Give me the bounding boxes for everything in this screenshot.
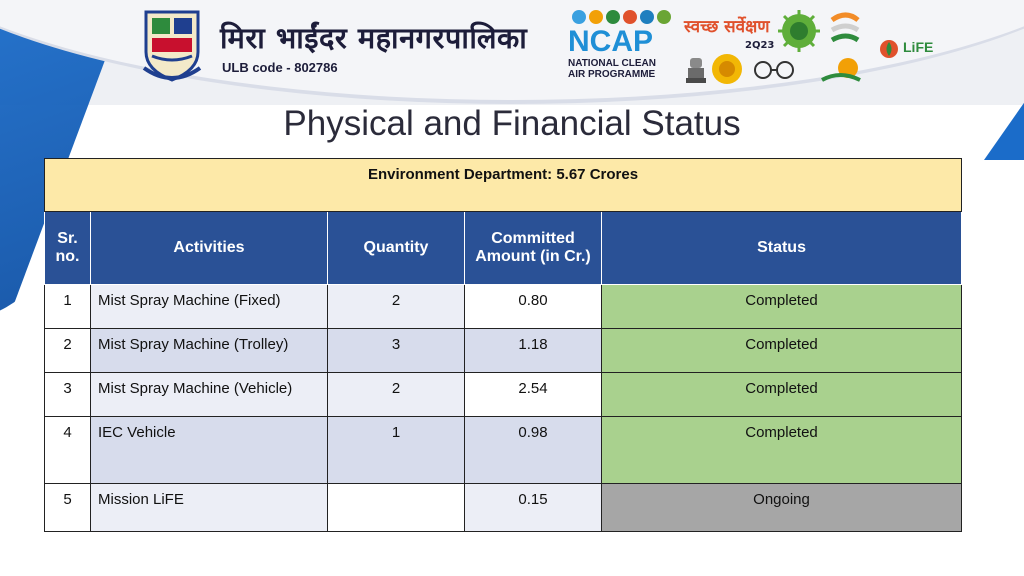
national-emblem-icon: [684, 56, 708, 86]
cell-sr: 4: [45, 417, 91, 484]
cell-amount: 0.98: [465, 417, 602, 484]
cell-sr: 2: [45, 329, 91, 373]
cell-amount: 0.15: [465, 484, 602, 532]
cell-sr: 3: [45, 373, 91, 417]
column-header-activities: Activities: [91, 212, 328, 285]
table-row: [45, 373, 962, 417]
cell-activity: Mission LiFE: [91, 484, 328, 532]
cell-amount: 0.80: [465, 285, 602, 329]
table-row: [45, 417, 962, 484]
organization-title: मिरा भाईंदर महानगरपालिका: [220, 21, 528, 55]
cell-activity: Mist Spray Machine (Trolley): [91, 329, 328, 373]
page-title: Physical and Financial Status: [283, 104, 741, 143]
table-row: [45, 484, 962, 532]
table-caption: Environment Department: 5.67 Crores: [45, 159, 962, 212]
ncap-subtitle-1: NATIONAL CLEAN: [568, 58, 656, 69]
life-leaf-icon: [878, 38, 900, 60]
ncap-subtitle-2: AIR PROGRAMME: [568, 69, 656, 80]
corporation-emblem-icon: [140, 8, 204, 84]
cell-quantity: 2: [328, 285, 465, 329]
mazhi-vasundhara-logo-icon: [818, 56, 864, 86]
column-header-quantity: Quantity: [328, 212, 465, 285]
cell-activity: Mist Spray Machine (Fixed): [91, 285, 328, 329]
cell-quantity: 1: [328, 417, 465, 484]
cell-activity: IEC Vehicle: [91, 417, 328, 484]
column-header-amount: Committed Amount (in Cr.): [465, 212, 602, 285]
gandhi-glasses-icon: [752, 58, 796, 82]
column-header-sr: Sr. no.: [45, 212, 91, 285]
cell-sr: 1: [45, 285, 91, 329]
cell-sr: 5: [45, 484, 91, 532]
gold-seal-icon: [710, 52, 744, 86]
cell-status: Completed: [602, 285, 962, 329]
cell-status: Completed: [602, 329, 962, 373]
cell-activity: Mist Spray Machine (Vehicle): [91, 373, 328, 417]
cell-status: Completed: [602, 373, 962, 417]
cell-status: Completed: [602, 417, 962, 484]
life-logo-text: LiFE: [903, 39, 934, 55]
swachh-survekshan-logo: स्वच्छ सर्वेक्षण: [684, 17, 770, 37]
table-header-row: [45, 212, 962, 285]
cell-amount: 2.54: [465, 373, 602, 417]
table-row: [45, 329, 962, 373]
status-table: [44, 158, 962, 532]
cell-quantity: [328, 484, 465, 532]
ulb-code: ULB code - 802786: [222, 60, 338, 75]
swachh-year: 2Q23: [745, 40, 775, 51]
cell-amount: 1.18: [465, 329, 602, 373]
table-row: [45, 285, 962, 329]
ncap-title: NCAP: [568, 25, 654, 58]
cell-status: Ongoing: [602, 484, 962, 532]
virus-badge-icon: [776, 8, 822, 54]
column-header-status: Status: [602, 212, 962, 285]
cell-quantity: 3: [328, 329, 465, 373]
cell-quantity: 2: [328, 373, 465, 417]
ncap-dots-icon: [572, 10, 676, 24]
ncap-logo: [568, 10, 676, 90]
flag-swirl-icon: [826, 10, 864, 50]
